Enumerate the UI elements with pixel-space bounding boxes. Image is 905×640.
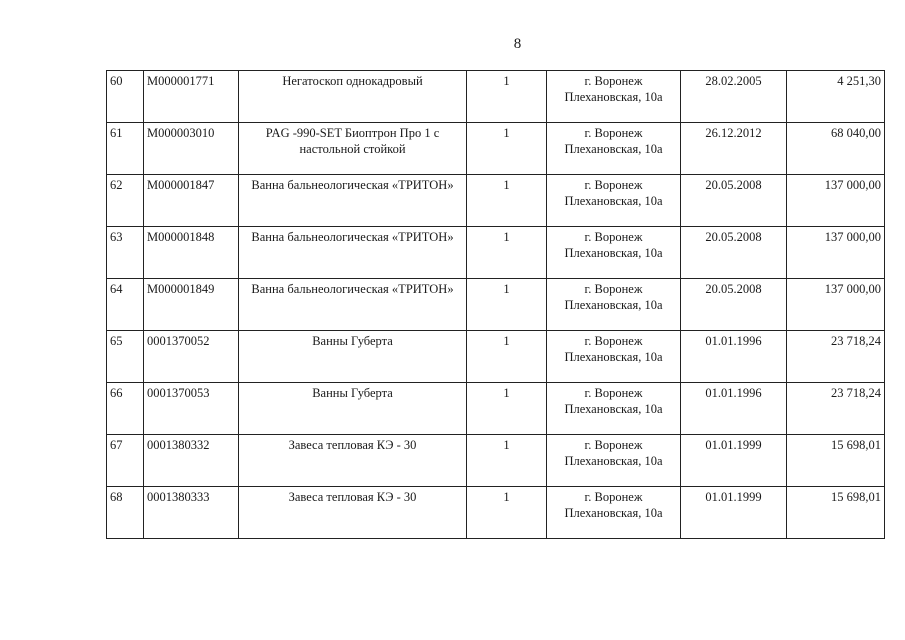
row-number: 63 (107, 227, 144, 279)
table-row (107, 227, 885, 279)
acquisition-date: 01.01.1999 (681, 435, 787, 487)
inventory-code: М000001847 (144, 175, 239, 227)
item-name: Ванны Губерта (239, 331, 467, 383)
item-price: 23 718,24 (787, 383, 885, 435)
item-address (547, 435, 681, 487)
acquisition-date: 20.05.2008 (681, 279, 787, 331)
address-street: Плехановская, 10а (564, 298, 663, 312)
address-street: Плехановская, 10а (564, 350, 663, 364)
inventory-table (106, 70, 885, 539)
item-address (547, 487, 681, 539)
address-city: г. Воронеж (584, 386, 643, 400)
acquisition-date: 26.12.2012 (681, 123, 787, 175)
table-row (107, 383, 885, 435)
item-quantity: 1 (467, 227, 547, 279)
item-address (547, 71, 681, 123)
table-row (107, 123, 885, 175)
item-quantity: 1 (467, 71, 547, 123)
inventory-code: М000001849 (144, 279, 239, 331)
item-quantity: 1 (467, 279, 547, 331)
address-city: г. Воронеж (584, 438, 643, 452)
row-number: 60 (107, 71, 144, 123)
item-name: Ванна бальнеологическая «ТРИТОН» (239, 175, 467, 227)
inventory-table-body (107, 71, 885, 539)
acquisition-date: 20.05.2008 (681, 227, 787, 279)
item-quantity: 1 (467, 383, 547, 435)
item-price: 137 000,00 (787, 279, 885, 331)
acquisition-date: 01.01.1996 (681, 331, 787, 383)
item-name: Завеса тепловая КЭ - 30 (239, 435, 467, 487)
row-number: 65 (107, 331, 144, 383)
acquisition-date: 28.02.2005 (681, 71, 787, 123)
item-address (547, 383, 681, 435)
item-price: 4 251,30 (787, 71, 885, 123)
inventory-code: 0001370052 (144, 331, 239, 383)
acquisition-date: 20.05.2008 (681, 175, 787, 227)
item-price: 23 718,24 (787, 331, 885, 383)
inventory-code: М000003010 (144, 123, 239, 175)
address-city: г. Воронеж (584, 126, 643, 140)
table-row (107, 279, 885, 331)
item-price: 68 040,00 (787, 123, 885, 175)
item-quantity: 1 (467, 175, 547, 227)
address-city: г. Воронеж (584, 490, 643, 504)
row-number: 67 (107, 435, 144, 487)
item-address (547, 175, 681, 227)
address-city: г. Воронеж (584, 74, 643, 88)
item-price: 137 000,00 (787, 227, 885, 279)
item-name: Ванна бальнеологическая «ТРИТОН» (239, 279, 467, 331)
table-row (107, 175, 885, 227)
address-street: Плехановская, 10а (564, 454, 663, 468)
address-city: г. Воронеж (584, 282, 643, 296)
item-address (547, 331, 681, 383)
item-price: 15 698,01 (787, 487, 885, 539)
item-name: PAG -990-SET Биоптрон Про 1 с настольной стойкой (239, 123, 467, 175)
address-city: г. Воронеж (584, 230, 643, 244)
address-city: г. Воронеж (584, 334, 643, 348)
item-price: 15 698,01 (787, 435, 885, 487)
inventory-code: 0001380332 (144, 435, 239, 487)
item-address (547, 279, 681, 331)
acquisition-date: 01.01.1999 (681, 487, 787, 539)
item-name: Негатоскоп однокадровый (239, 71, 467, 123)
row-number: 64 (107, 279, 144, 331)
page-number: 8 (513, 36, 522, 52)
address-street: Плехановская, 10а (564, 506, 663, 520)
table-row (107, 71, 885, 123)
table-row (107, 331, 885, 383)
item-name: Ванны Губерта (239, 383, 467, 435)
table-row (107, 435, 885, 487)
inventory-code: 0001380333 (144, 487, 239, 539)
item-name: Ванна бальнеологическая «ТРИТОН» (239, 227, 467, 279)
table-row (107, 487, 885, 539)
item-quantity: 1 (467, 331, 547, 383)
row-number: 68 (107, 487, 144, 539)
row-number: 61 (107, 123, 144, 175)
acquisition-date: 01.01.1996 (681, 383, 787, 435)
address-street: Плехановская, 10а (564, 194, 663, 208)
inventory-code: М000001848 (144, 227, 239, 279)
item-quantity: 1 (467, 487, 547, 539)
address-city: г. Воронеж (584, 178, 643, 192)
inventory-code: М000001771 (144, 71, 239, 123)
item-quantity: 1 (467, 435, 547, 487)
address-street: Плехановская, 10а (564, 402, 663, 416)
item-price: 137 000,00 (787, 175, 885, 227)
row-number: 66 (107, 383, 144, 435)
item-address (547, 123, 681, 175)
item-quantity: 1 (467, 123, 547, 175)
address-street: Плехановская, 10а (564, 142, 663, 156)
row-number: 62 (107, 175, 144, 227)
item-address (547, 227, 681, 279)
item-name: Завеса тепловая КЭ - 30 (239, 487, 467, 539)
address-street: Плехановская, 10а (564, 90, 663, 104)
inventory-code: 0001370053 (144, 383, 239, 435)
address-street: Плехановская, 10а (564, 246, 663, 260)
